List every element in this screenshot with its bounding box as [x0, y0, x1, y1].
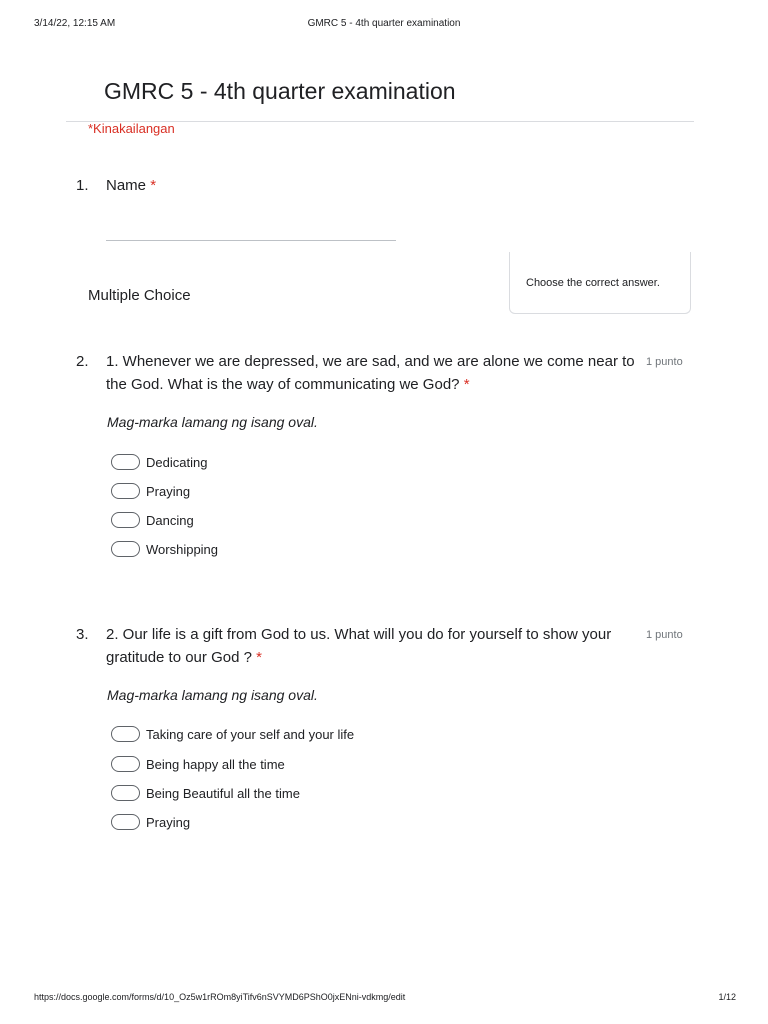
question-line: the God. What is the way of communicating we God?: [106, 376, 460, 393]
option-label: Worshipping: [146, 541, 219, 557]
option-label: Taking care of your self and your life: [146, 726, 355, 742]
question-number: 1.: [76, 177, 89, 194]
question-line-2: [106, 646, 646, 669]
radio-option[interactable]: [111, 724, 354, 744]
radio-option[interactable]: [111, 539, 218, 559]
print-datetime: 3/14/22, 12:15 AM: [34, 18, 116, 29]
radio-oval[interactable]: [111, 785, 140, 801]
option-label: Dedicating: [146, 454, 208, 470]
required-asterisk: *: [463, 376, 470, 393]
question-name-label: [106, 174, 156, 197]
points-label: 1 punto: [646, 356, 683, 368]
question-line-2: [106, 373, 646, 396]
option-label: Praying: [146, 483, 191, 499]
question-text: [106, 350, 646, 396]
instruction-text: Mag-marka lamang ng isang oval.: [107, 687, 318, 703]
radio-oval[interactable]: [111, 454, 140, 470]
question-text: Name: [106, 177, 147, 194]
question-number: 3.: [76, 626, 89, 643]
required-asterisk: *: [256, 649, 262, 666]
question-line: 2. Our life is a gift from God to us. What will you do for yourself to show your: [106, 626, 612, 643]
page-url: https://docs.google.com/forms/d/10_Oz5w1rROm8yiTifv6nSVYMD6PShO0jxENni-vdkmg/edit: [34, 992, 406, 1002]
section-title: Multiple Choice: [88, 287, 191, 304]
required-note: *Kinakailangan: [88, 121, 175, 136]
points-label: 1 punto: [646, 629, 683, 641]
option-label: Being Beautiful all the time: [146, 785, 300, 801]
print-page-title: GMRC 5 - 4th quarter examination: [307, 18, 461, 29]
radio-option[interactable]: [111, 510, 194, 530]
name-answer-line[interactable]: [106, 240, 396, 241]
radio-option[interactable]: [111, 812, 190, 832]
section-description: Choose the correct answer.: [526, 277, 660, 289]
radio-oval[interactable]: [111, 756, 140, 772]
question-text: [106, 623, 646, 669]
radio-oval[interactable]: [111, 512, 140, 528]
radio-option[interactable]: [111, 481, 190, 501]
radio-option[interactable]: [111, 754, 285, 774]
form-title: GMRC 5 - 4th quarter examination: [104, 78, 456, 104]
radio-oval[interactable]: [111, 483, 140, 499]
option-label: Praying: [146, 814, 191, 830]
option-label: Being happy all the time: [146, 756, 285, 772]
required-asterisk: *: [150, 177, 157, 194]
radio-option[interactable]: [111, 783, 300, 803]
radio-option[interactable]: [111, 452, 207, 472]
radio-oval[interactable]: [111, 814, 140, 830]
page-number: 1/12: [718, 992, 736, 1002]
option-label: Dancing: [146, 512, 194, 528]
radio-oval[interactable]: [111, 726, 140, 742]
radio-oval[interactable]: [111, 541, 140, 557]
instruction-text: Mag-marka lamang ng isang oval.: [107, 414, 318, 430]
question-number: 2.: [76, 353, 89, 370]
question-line: gratitude to our God ?: [106, 649, 252, 666]
question-line: 1. Whenever we are depressed, we are sad, and we are alone we come near to: [106, 353, 635, 370]
